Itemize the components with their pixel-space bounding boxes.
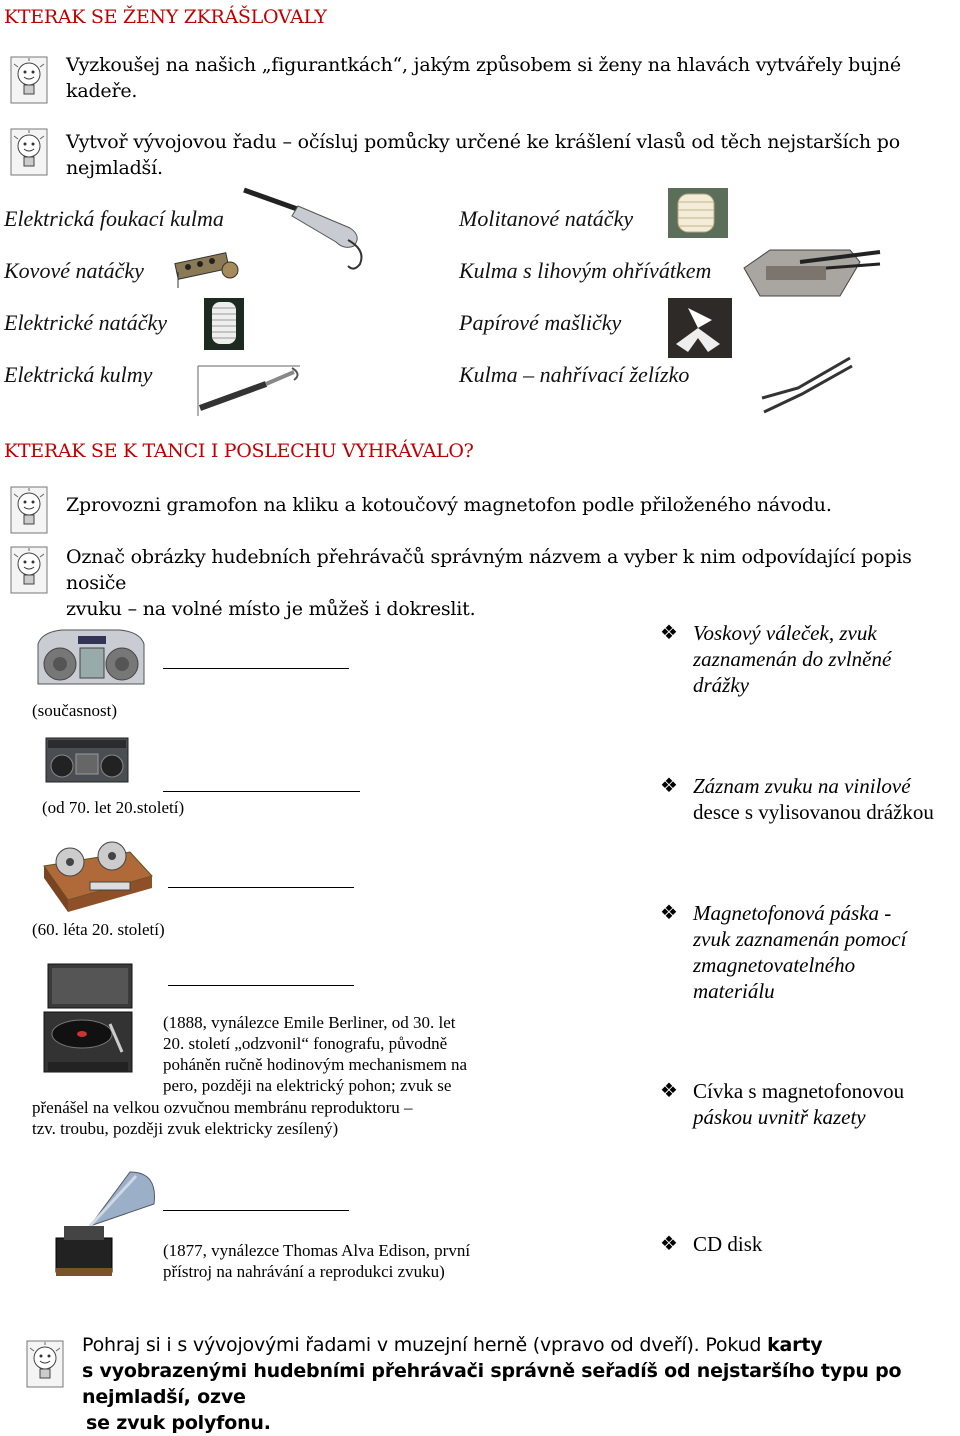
lightbulb-icon — [10, 56, 48, 104]
item-electric-blow-curler: Elektrická foukací kulma — [4, 206, 224, 231]
foam-curlers-icon — [668, 188, 728, 238]
task-museum-playroom: Pohraj si i s vývojovými řadami v muzejní herně (vpravo od dveří). Pokud karty s vyobrazenými hudebními přehrávači správně seřadíš od nejstaršího typu po nejmladší, ozve se zvuk polyfonu. — [82, 1334, 902, 1434]
reel-tape-recorder-icon — [40, 836, 154, 916]
diamond-bullet-icon: ❖ — [660, 900, 678, 924]
lightbulb-icon — [26, 1340, 64, 1388]
answer-blank[interactable] — [163, 668, 349, 669]
electric-curlers-icon — [204, 298, 244, 350]
option-cassette: Cívka s magnetofonovou páskou uvnitř kazety — [693, 1079, 905, 1129]
gramophone-icon — [40, 962, 136, 1080]
boombox-icon — [32, 624, 148, 694]
cassette-player-icon — [44, 732, 130, 784]
diamond-bullet-icon: ❖ — [660, 773, 678, 797]
diamond-bullet-icon: ❖ — [660, 1231, 678, 1255]
caption-gramophone-tail: přenášel na velkou ozvučnou membránu reproduktoru – tzv. troubu, později zvuk elektricky zesílený) — [32, 1098, 413, 1138]
metal-curlers-icon — [174, 246, 240, 290]
caption-phonograph: (1877, vynálezce Thomas Alva Edison, první přístroj na nahrávání a reprodukci zvuku) — [163, 1241, 471, 1281]
answer-blank[interactable] — [168, 887, 354, 888]
option-wax-cylinder: Voskový váleček, zvuk zaznamenán do zvlněné drážky — [693, 621, 892, 697]
task-label-players: Označ obrázky hudebních přehrávačů správným názvem a vyber k nim odpovídající popis nosiče zvuku – na volné místo je můžeš i dokreslit. — [66, 546, 912, 620]
lightbulb-icon — [10, 128, 48, 176]
item-foam-curlers: Molitanové natáčky — [459, 206, 634, 231]
item-heated-tongs: Kulma – nahřívací želízko — [459, 362, 690, 387]
task-try-curls: Vyzkoušej na našich „figurantkách“, jakým způsobem si ženy na hlavách vytvářely bujné kadeře. — [66, 54, 901, 102]
lightbulb-icon — [10, 486, 48, 534]
option-magnetic-tape: Magnetofonová páska - zvuk zaznamenán pomocí zmagnetovatelného materiálu — [693, 901, 907, 1003]
section-title-music: KTERAK SE K TANCI I POSLECHU VYHRÁVALO? — [4, 440, 474, 462]
item-spirit-heated-iron: Kulma s lihovým ohřívátkem — [459, 258, 712, 283]
caption-70s: (od 70. let 20.století) — [42, 798, 185, 817]
lightbulb-icon — [10, 546, 48, 594]
item-paper-bows: Papírové mašličky — [459, 310, 622, 335]
paper-bows-icon — [668, 298, 732, 358]
answer-blank[interactable] — [163, 1210, 349, 1211]
caption-gramophone: (1888, vynálezce Emile Berliner, od 30. let 20. století „odzvonil“ fonografu, původně poháněn ručně hodinovým mechanismem na pero, později na elektrický pohon; zvuk se — [163, 1013, 468, 1095]
item-electric-curlers: Elektrické natáčky — [4, 310, 168, 335]
caption-60s: (60. léta 20. století) — [32, 920, 165, 939]
diamond-bullet-icon: ❖ — [660, 620, 678, 644]
spirit-heated-iron-icon — [740, 242, 886, 302]
caption-present: (současnost) — [32, 701, 117, 720]
task-operate-gramophone: Zprovozni gramofon na kliku a kotoučový magnetofon podle přiloženého návodu. — [66, 494, 832, 516]
electric-curling-iron-icon — [196, 364, 304, 416]
heated-tongs-icon — [758, 354, 854, 418]
item-metal-curlers: Kovové natáčky — [4, 258, 144, 283]
section-title-beauty: KTERAK SE ŽENY ZKRÁŠLOVALY — [4, 6, 327, 28]
phonograph-icon — [50, 1166, 160, 1284]
item-electric-curling-iron: Elektrická kulmy — [4, 362, 153, 387]
option-vinyl: Záznam zvuku na vinilové desce s vylisovanou drážkou — [693, 774, 934, 824]
diamond-bullet-icon: ❖ — [660, 1078, 678, 1102]
answer-blank[interactable] — [168, 985, 354, 986]
blow-curler-icon — [240, 184, 380, 274]
answer-blank[interactable] — [163, 791, 360, 792]
task-order-tools: Vytvoř vývojovou řadu – očísluj pomůcky určené ke krášlení vlasů od těch nejstarších po nejmladší. — [66, 131, 900, 179]
option-cd: CD disk — [693, 1232, 763, 1256]
